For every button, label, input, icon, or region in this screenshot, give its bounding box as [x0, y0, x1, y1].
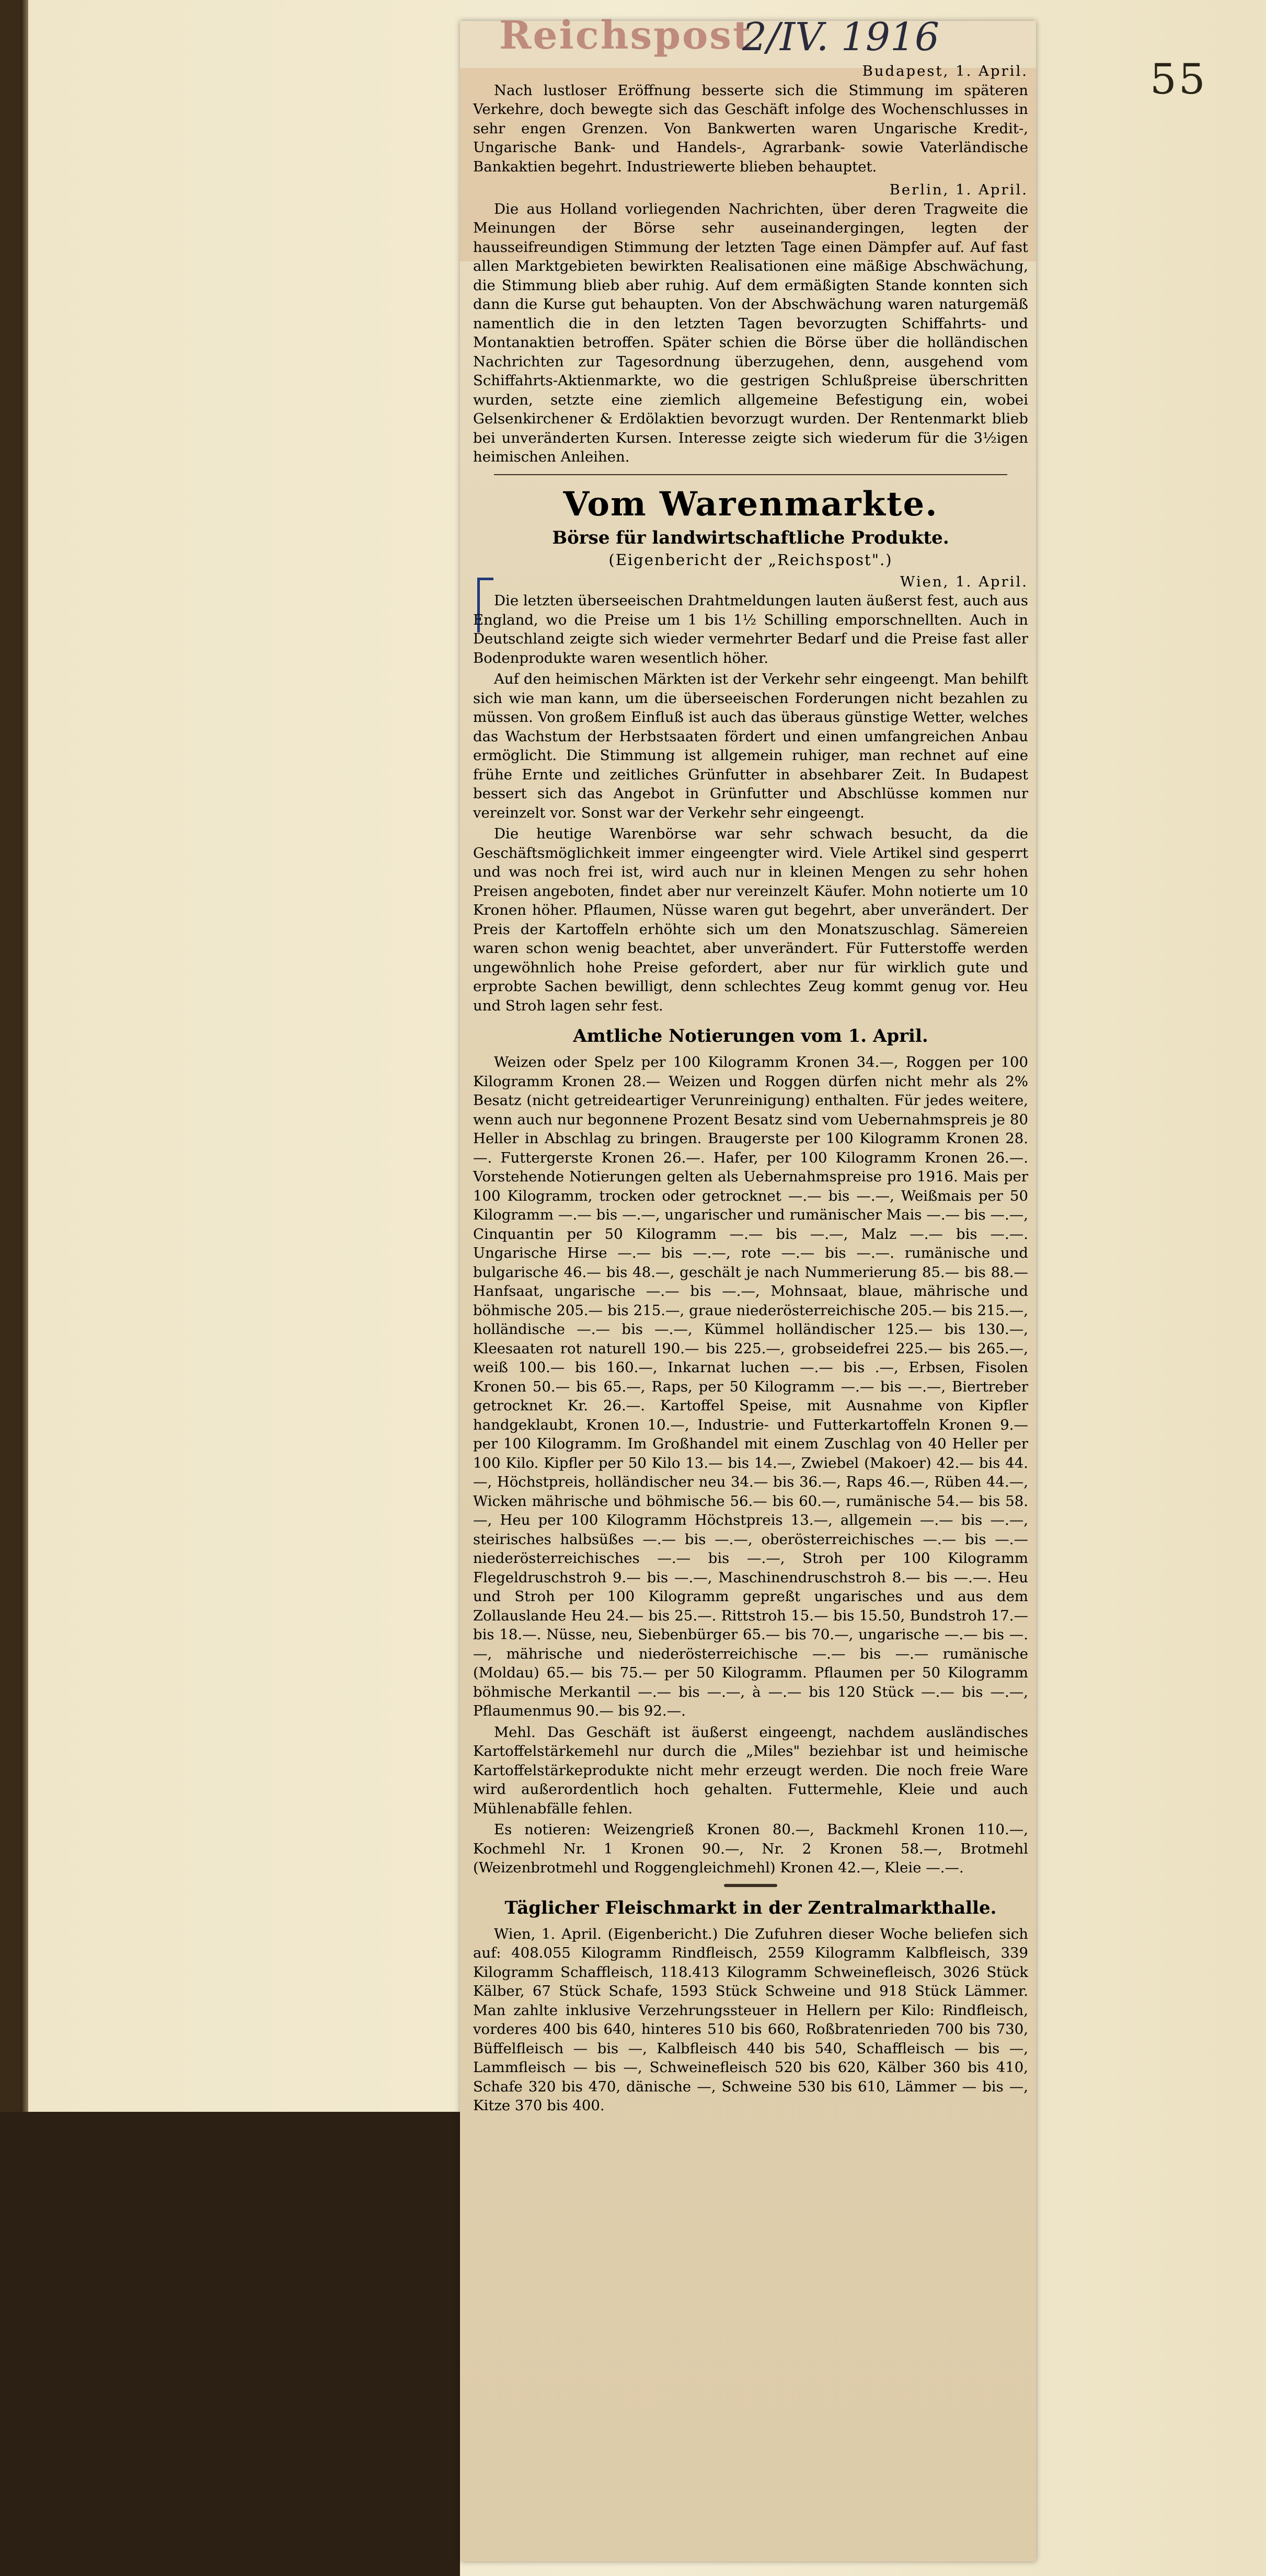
dateline-wien: Wien, 1. April. — [900, 573, 1028, 590]
notierungen-paragraph: Weizen oder Spelz per 100 Kilogramm Kronen 34.—, Roggen per 100 Kilogramm Kronen 28.— Weizen und Roggen dürfen nicht mehr als 2% Besatz (nicht getreideartiger Verunreinigung) enthalten. Für jedes weitere, wenn auch nur begonnene Prozent Besatz sind vom Uebernahmspreis je 80 Heller in Abschlag zu bringen. Braugerste per 100 Kilogramm Kronen 28.—. Futtergerste Kronen 26.—. Hafer, per 100 Kilogramm Kronen 26.—. Vorstehende Notierungen gelten als Uebernahmspreise pro 1916. Mais per 100 Kilogramm, trocken oder getrocknet —.— bis —.—, Weißmais per 50 Kilogramm —.— bis —.—, ungarischer und rumänischer Mais —.— bis —.—, Cinquantin per 50 Kilogramm —.— bis —.—, Malz —.— bis —.—. Ungarische Hirse —.— bis —.—, rote —.— bis —.—. rumänische und bulgarische 46.— bis 48.—, geschält je nach Nummerierung 85.— bis 88.— Hanfsaat, ungarische —.— bis —.—, Mohnsaat, blaue, mährische und böhmische 205.— bis 215.—, graue niederösterreichische 205.— bis 215.—, holländische —.— bis —.—, Kümmel holländischer 125.— bis 130.—, Kleesaaten rot naturell 190.— bis 225.—, grobseidefrei 225.— bis 265.—, weiß 100.— bis 160.—, Inkarnat luchen —.— bis .—, Erbsen, Fisolen Kronen 50.— bis 65.—, Raps, per 50 Kilogramm —.— bis —.—, Biertreber getrocknet Kr. 26.—. Kartoffel Speise, mit Ausnahme von Kipfler handgeklaubt, Kronen 10.—, Industrie- und Futterkartoffeln Kronen 9.— per 100 Kilogramm. Im Großhandel mit einem Zuschlag von 40 Heller per 100 Kilo. Kipfler per 50 Kilo 13.— bis 14.—, Zwiebel (Makoer) 42.— bis 44.—, Höchstpreis, holländischer neu 34.— bis 36.—, Raps 46.—, Rüben 44.—, Wicken mährische und böhmische 56.— bis 60.—, rumänische 54.— bis 58.—, Heu per 100 Kilogramm Höchstpreis 13.—, allgemein —.— bis —.—, steirisches halbsüßes —.— bis —.—, oberösterreichisches —.— bis —.— niederösterreichisches —.— bis —.—, Stroh per 100 Kilogramm Flegeldruschstroh 9.— bis —.—, Maschinendruschstroh 8.— bis —.—. Heu und Stroh per 100 Kilogramm gepreßt ungarisches und aus dem Zollauslande Heu 24.— bis 25.—. Rittstroh 15.— bis 15.50, Bundstroh 17.— bis 18.—. Nüsse, neu, Siebenbürger 65.— bis 70.—, ungarische —.— bis —.—, mährische und niederösterreichische —.— bis —.— rumänische (Moldau) 65.— bis 75.— per 50 Kilogramm. Pflaumen per 50 Kilogramm böhmische Merkantil —.— bis —.—, à —.— bis 120 Stück —.— bis —.—, Pflaumenmus 90.— bis 92.—. — [473, 1054, 1028, 1719]
warenmarkt-paragraph: Die letzten überseeischen Drahtmeldungen lauten äußerst fest, auch aus England, wo die Preise um 1 bis 1½ Schilling emporschnellten. Auch in Deutschland zeigte sich wieder vermehrter Bedarf und die Preise fast aller Bodenprodukte waren wesentlich höher. — [473, 592, 1028, 666]
section-divider — [494, 474, 1007, 475]
newspaper-stamp: Reichspost — [499, 13, 753, 58]
notierungen-heading: Amtliche Notierungen vom 1. April. — [573, 1026, 928, 1046]
warenmarkt-heading: Vom Warenmarkte. — [563, 484, 938, 524]
notierungen-paragraph: Mehl. Das Geschäft ist äußerst eingeengt, nachdem ausländisches Kartoffelstärkemehl nur durch die „Miles" beziehbar ist und heimische Kartoffelstärkeprodukte nicht mehr erzeugt werden. Die noch freie Ware wird außerordentlich hoch gehalten. Futtermehle, Kleie und auch Mühlenabfälle fehlen. — [473, 1723, 1028, 1817]
berlin-paragraph: Die aus Holland vorliegenden Nachrichten, über deren Tragweite die Meinungen der Börse sehr auseinandergingen, legten der hausseifreundigen Stimmung der letzten Tage einen Dämpfer auf. Auf fast allen Marktgebieten bewirkten Realisationen eine mäßige Abschwächung, die Stimmung blieb aber ruhig. Auf dem ermäßigten Stande konnten sich dann die Kurse gut behaupten. Von der Abschwächung waren naturgemäß namentlich die in den letzten Tagen bevorzugten Schiffahrts- und Montanaktien betroffen. Später schien die Börse über die holländischen Nachrichten zur Tagesordnung überzugehen, denn, ausgehend vom Schiffahrts-Aktienmarkte, wo die gestrigen Schlußpreise überschritten wurden, setzte eine ziemlich allgemeine Befestigung ein, wobei Gelsenkirchener & Erdölaktien bevorzugt wurden. Der Rentenmarkt blieb bei unveränderten Kursen. Interesse zeigte sich wiederum für die 3½igen heimischen Anleihen. — [473, 200, 1028, 465]
page-number: 55 — [1150, 55, 1207, 104]
article-column — [473, 62, 1028, 2115]
warenmarkt-subheading: Börse für landwirtschaftliche Produkte. — [552, 527, 949, 548]
warenmarkt-source: (Eigenbericht der „Reichspost".) — [608, 550, 893, 569]
budapest-paragraph: Nach lustloser Eröffnung besserte sich die Stimmung im späteren Verkehre, doch bewegte sich das Geschäft infolge des Wochenschlusses in sehr engen Grenzen. Von Bankwerten waren Ungarische Kredit-, Ungarische Bank- und Handels-, Agrarbank- sowie Vaterländische Bankaktien begehrt. Industriewerte blieben behauptet. — [473, 82, 1028, 175]
dateline-budapest: Budapest, 1. April. — [862, 63, 1028, 79]
section-bullet — [724, 1884, 777, 1887]
warenmarkt-paragraph: Die heutige Warenbörse war sehr schwach besucht, da die Geschäftsmöglichkeit immer eingeengter wird. Viele Artikel sind gesperrt und was noch frei ist, wird auch nur in kleinen Mengen zu sehr hohen Preisen angeboten, findet aber nur vereinzelt Käufer. Mohn notierte um 10 Kronen höher. Pflaumen, Nüsse waren gut begehrt, aber unverändert. Der Preis der Kartoffeln erhöhte sich um den Monatszuschlag. Sämereien waren schon wenig beachtet, aber unverändert. Für Futterstoffe werden ungewöhnlich hohe Preise gefordert, aber nur für wirklich gute und erprobte Sachen bewilligt, denn schlechtes Zeug kommt genug vor. Heu und Stroh lagen sehr fest. — [473, 825, 1028, 1014]
notierungen-paragraph: Es notieren: Weizengrieß Kronen 80.—, Backmehl Kronen 110.—, Kochmehl Nr. 1 Kronen 90.—, Nr. 2 Kronen 58.—, Brotmehl (Weizenbrotmehl und Roggengleichmehl) Kronen 42.—, Kleie —.—. — [473, 1821, 1028, 1876]
fleischmarkt-heading: Täglicher Fleischmarkt in der Zentralmarkthalle. — [504, 1897, 997, 1918]
handwritten-date: 2/IV. 1916 — [742, 15, 940, 60]
dateline-berlin: Berlin, 1. April. — [889, 181, 1028, 198]
background-shadow — [0, 2112, 460, 2576]
fleischmarkt-paragraph: Wien, 1. April. (Eigenbericht.) Die Zufuhren dieser Woche beliefen sich auf: 408.055 Kilogramm Rindfleisch, 2559 Kilogramm Kalbfleisch, 339 Kilogramm Schaffleisch, 118.413 Kilogramm Schweinefleisch, 3026 Stück Kälber, 67 Stück Schafe, 1593 Stück Schweine und 918 Stück Lämmer. Man zahlte inklusive Verzehrungssteuer in Hellern per Kilo: Rindfleisch, vorderes 400 bis 640, hinteres 510 bis 660, Roßbratenrieden 700 bis 730, Büffelfleisch — bis —, Kalbfleisch 440 bis 540, Schaffleisch — bis —, Lammfleisch — bis —, Schweinefleisch 520 bis 620, Kälber 360 bis 410, Schafe 320 bis 470, dänische —, Schweine 530 bis 610, Lämmer — bis —, Kitze 370 bis 400. — [473, 1925, 1028, 2114]
warenmarkt-paragraph: Auf den heimischen Märkten ist der Verkehr sehr eingeengt. Man behilft sich wie man kann, um die überseeischen Forderungen nicht bezahlen zu müssen. Von großem Einfluß ist auch das überaus günstige Wetter, welches das Wachstum der Herbstsaaten fördert und einen umfangreichen Anbau ermöglicht. Die Stimmung ist allgemein ruhiger, man rechnet auf eine frühe Ernte und zeitliches Grünfutter in absehbarer Zeit. In Budapest bessert sich das Angebot in Grünfutter und Abschlüsse kommen nur vereinzelt vor. Sonst war der Verkehr sehr eingeengt. — [473, 671, 1028, 821]
